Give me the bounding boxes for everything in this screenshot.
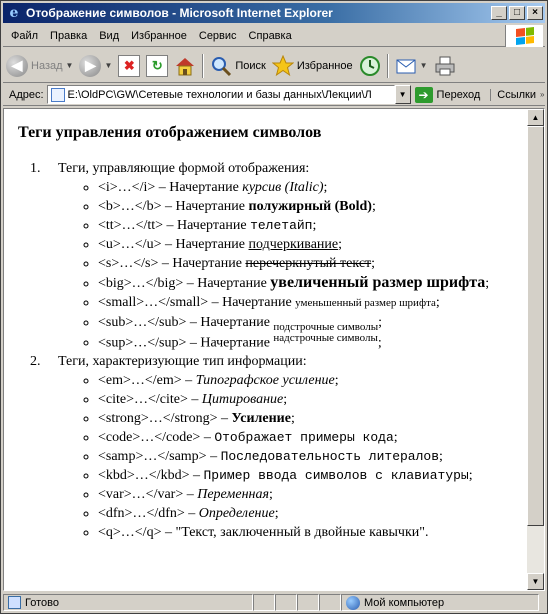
address-dropdown-icon[interactable]: ▼ (395, 85, 411, 104)
history-button[interactable] (356, 51, 384, 81)
tail: ; (334, 373, 339, 389)
list-item (98, 197, 513, 216)
zone-text: Мой компьютер (364, 596, 445, 609)
page-done-icon (8, 596, 21, 609)
status-text-pane (3, 594, 253, 611)
sample-strike: перечеркнутый текст (245, 256, 372, 271)
search-icon (210, 55, 232, 77)
sample-bold: полужирный (Bold) (248, 199, 372, 214)
page-heading: Теги управления отображением символов (18, 124, 322, 141)
address-bar (3, 84, 545, 106)
main-list (44, 159, 513, 542)
sub-list (98, 371, 513, 542)
list-item (98, 466, 513, 485)
tag-text: <kbd>…</kbd> – (98, 468, 204, 484)
ie-logo-icon: e (9, 5, 19, 21)
list-item (98, 428, 513, 447)
tag-text: <i>…</i> – Начертание (98, 180, 243, 195)
go-arrow-icon: ➔ (415, 87, 433, 103)
back-label: Назад (31, 59, 63, 72)
scroll-up-icon[interactable]: ▲ (527, 109, 544, 126)
list-item (98, 390, 513, 409)
list-item-form (44, 159, 513, 352)
search-label: Поиск (235, 59, 266, 72)
go-button[interactable] (415, 87, 481, 103)
section-title: Теги, управляющие формой отображения: (58, 161, 310, 176)
forward-button[interactable] (76, 51, 115, 81)
sample-italic: курсив (Italic) (242, 180, 324, 195)
list-item (98, 313, 513, 333)
sample-big: увеличенный размер шрифта (270, 274, 486, 291)
favorites-button[interactable] (269, 51, 356, 81)
scroll-down-icon[interactable]: ▼ (527, 573, 544, 590)
sample-dfn: Определение (198, 506, 275, 522)
tail: ; (485, 276, 490, 291)
back-dropdown-icon[interactable]: ▼ (65, 61, 74, 70)
menu-bar (3, 25, 545, 47)
list-item (98, 523, 513, 542)
tail: ; (312, 218, 317, 233)
computer-zone-icon (346, 596, 360, 610)
refresh-icon: ↻ (146, 55, 168, 77)
sample-cite: Цитирование (201, 392, 284, 408)
back-arrow-icon: ◀ (6, 55, 28, 77)
standard-toolbar (3, 49, 545, 83)
tail: ; (290, 411, 295, 427)
tail: . (424, 525, 429, 541)
menu-edit[interactable]: Правка (50, 29, 88, 42)
sample-subscript: подстрочные символы (273, 320, 379, 333)
home-button[interactable] (171, 51, 199, 81)
window-title: Отображение символов - Microsoft Internet Explorer (26, 6, 333, 20)
back-button[interactable] (3, 51, 76, 81)
list-item (98, 409, 513, 428)
sample-samp: Последовательность литералов (220, 449, 440, 465)
tag-text: <samp>…</samp> – (98, 449, 221, 465)
sample-superscript: надстрочные символы (273, 331, 378, 344)
list-item (98, 178, 513, 197)
forward-dropdown-icon[interactable]: ▼ (104, 61, 113, 70)
list-item (98, 254, 513, 273)
tail: ; (283, 392, 288, 408)
tail: ; (435, 295, 440, 310)
links-button[interactable] (490, 89, 544, 101)
home-icon (174, 55, 196, 77)
tail: ; (371, 256, 376, 271)
sub-list (98, 178, 513, 352)
sample-em: Типографское усиление (195, 373, 335, 389)
tag-text: <s>…</s> – Начертание (98, 256, 246, 271)
sample-small: уменьшенный размер шрифта (295, 297, 436, 309)
section-title: Теги, характеризующие тип информации: (58, 354, 307, 370)
go-label: Переход (436, 88, 481, 101)
sample-strong: Усиление (231, 411, 291, 427)
page-icon (51, 88, 65, 102)
windows-logo-icon (505, 25, 543, 47)
links-chevron-icon: » (539, 90, 545, 99)
toolbar-separator (202, 54, 204, 78)
list-item (98, 504, 513, 523)
sample-var: Переменная (197, 487, 269, 503)
address-label: Адрес: (9, 88, 44, 101)
history-icon (359, 55, 381, 77)
menu-favorites[interactable]: Избранное (131, 29, 187, 42)
tag-text: <sup>…</sup> – Начертание (98, 335, 274, 351)
tag-text: <u>…</u> – Начертание (98, 237, 249, 252)
tag-text: <small>…</small> – Начертание (98, 295, 296, 310)
printer-icon (434, 55, 456, 77)
mail-icon (395, 55, 417, 77)
tag-text: <q>…</q> – (98, 525, 176, 541)
address-input[interactable] (47, 85, 395, 104)
title-bar[interactable] (3, 3, 545, 23)
list-item (98, 371, 513, 390)
tag-text: <dfn>…</dfn> – (98, 506, 199, 522)
list-item (98, 216, 513, 235)
zone-pane (341, 594, 539, 611)
tail: ; (268, 487, 273, 503)
tag-text: <b>…</b> – Начертание (98, 199, 249, 214)
sample-teletype: телетайп (250, 218, 313, 233)
tag-text: <strong>…</strong> – (98, 411, 232, 427)
links-label: Ссылки (497, 88, 536, 101)
list-item (98, 273, 513, 293)
menu-file[interactable]: Файл (11, 29, 39, 42)
menu-view[interactable]: Вид (99, 29, 120, 42)
maximize-button[interactable]: □ (509, 6, 525, 20)
refresh-button[interactable] (143, 51, 171, 81)
vertical-scrollbar[interactable] (527, 109, 544, 590)
tail: ; (323, 180, 328, 195)
tag-text: <sub>…</sub> – Начертание (98, 315, 274, 330)
tail: ; (393, 430, 398, 446)
sample-kbd: Пример ввода символов с клавиатуры (203, 468, 469, 484)
tag-text: <var>…</var> – (98, 487, 198, 503)
list-item (98, 235, 513, 254)
page-viewport (3, 108, 545, 591)
star-icon (272, 55, 294, 77)
sample-quote: "Текст, заключенный в двойные кавычки" (175, 525, 425, 541)
list-item (98, 447, 513, 466)
tag-text: <big>…</big> – Начертание (98, 276, 271, 291)
status-bar (3, 593, 545, 612)
sample-code: Отображает примеры кода (214, 430, 394, 446)
tail: ; (338, 237, 343, 252)
list-item-type (44, 352, 513, 542)
status-pane (319, 594, 341, 611)
scroll-thumb[interactable] (527, 126, 544, 526)
search-button[interactable] (207, 51, 268, 81)
forward-arrow-icon: ▶ (79, 55, 101, 77)
menu-tools[interactable]: Сервис (198, 29, 237, 42)
tail: ; (378, 315, 383, 330)
page-content (4, 109, 527, 590)
list-item (98, 293, 513, 313)
stop-icon: ✖ (118, 55, 140, 77)
mail-dropdown-icon[interactable]: ▼ (419, 61, 428, 70)
tail: ; (468, 468, 473, 484)
stop-button[interactable] (115, 51, 143, 81)
menu-help[interactable]: Справка (248, 29, 292, 42)
tag-text: <code>…</code> – (98, 430, 215, 446)
sample-underline: подчеркивание (248, 237, 339, 252)
status-text: Готово (25, 596, 59, 609)
close-button[interactable]: × (527, 6, 543, 20)
tag-text: <em>…</em> – (98, 373, 196, 389)
tag-text: <tt>…</tt> – Начертание (98, 218, 251, 233)
mail-button[interactable] (392, 51, 431, 81)
tail: ; (377, 335, 382, 351)
favorites-label: Избранное (296, 59, 353, 72)
list-item (98, 333, 513, 353)
tail: ; (439, 449, 443, 465)
tail: ; (274, 506, 279, 522)
status-pane (253, 594, 275, 611)
minimize-button[interactable]: _ (491, 6, 507, 20)
status-pane (297, 594, 319, 611)
status-pane (275, 594, 297, 611)
tail: ; (371, 199, 376, 214)
print-button[interactable] (431, 51, 459, 81)
list-item (98, 485, 513, 504)
address-value: E:\OldPC\GW\Сетевые технологии и базы данных\Лекции\Л (67, 88, 372, 101)
toolbar-separator (387, 54, 389, 78)
tag-text: <cite>…</cite> – (98, 392, 202, 408)
